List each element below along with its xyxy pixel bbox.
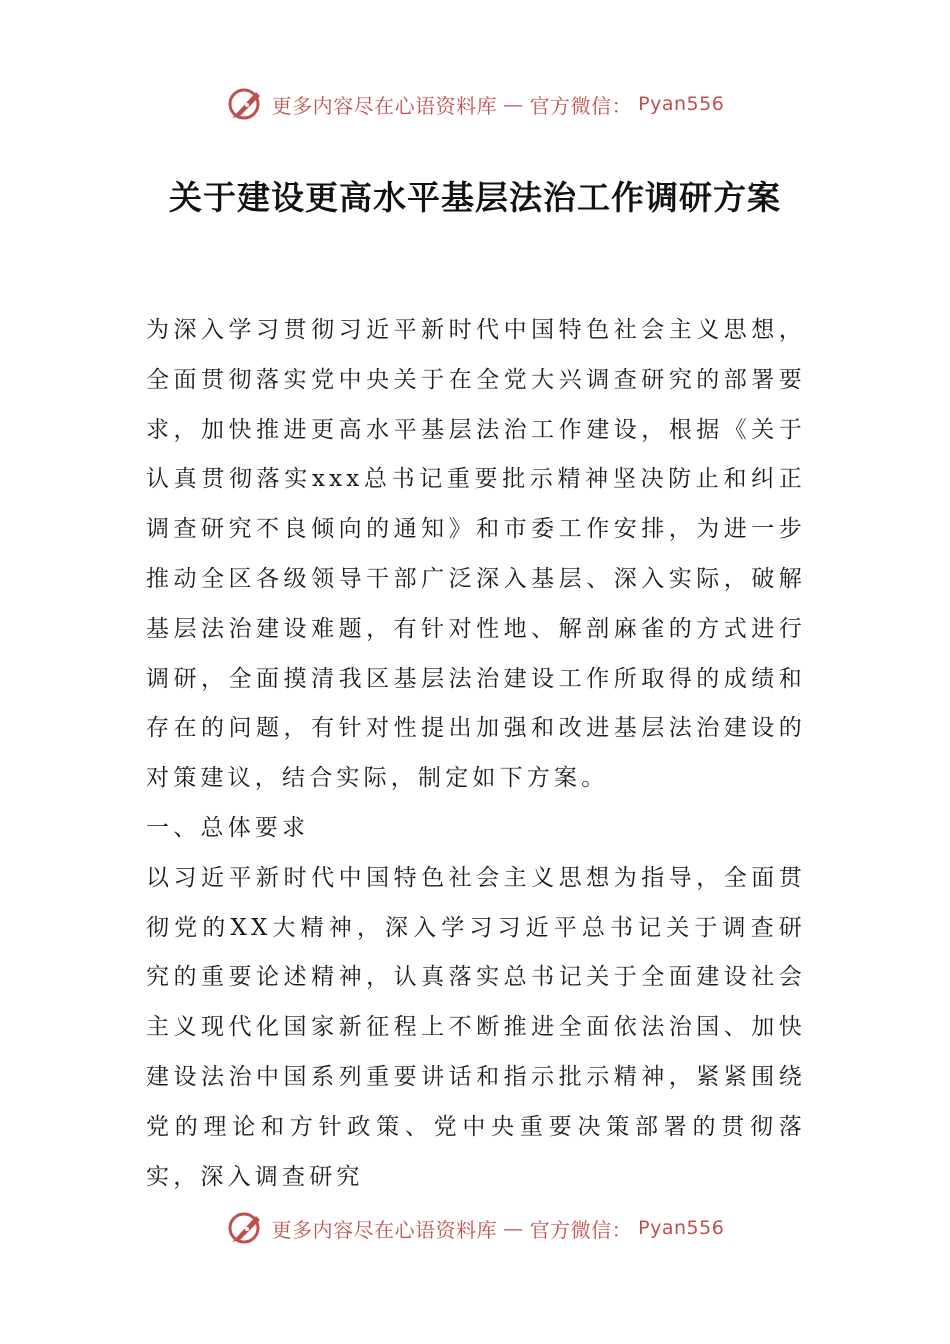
section-heading-general-requirements: 一、总体要求 <box>146 814 310 841</box>
banner-account: Pyan556 <box>638 1217 725 1239</box>
pen-nib-logo-icon <box>226 86 266 122</box>
pen-nib-logo-icon <box>226 1210 266 1246</box>
document-body <box>146 306 806 1202</box>
document-title: 关于建设更高水平基层法治工作调研方案 <box>169 178 781 217</box>
banner-label: 官方微信： <box>529 1217 633 1242</box>
banner-separator: — <box>503 1216 524 1240</box>
paragraph-intro: 为深入学习贯彻习近平新时代中国特色社会主义思想，全面贯彻落实党中央关于在全党大兴调查研究的部署要求，加快推进更高水平基层法治工作建设，根据《关于认真贯彻落实xxx总书记重要批示精神坚决防止和纠正调查研究不良倾向的通知》和市委工作安排，为进一步推动全区各级领导干部广泛深入基层、深入实际，破解基层法治建设难题，有针对性地、解剖麻雀的方式进行调研，全面摸清我区基层法治建设工作所取得的成绩和存在的问题，有针对性提出加强和改进基层法治建设的对策建议，结合实际，制定如下方案。 <box>146 317 806 792</box>
footer-banner <box>0 1208 950 1248</box>
banner-text: 更多内容尽在心语资料库 <box>271 1217 498 1242</box>
paragraph-general-requirements: 以习近平新时代中国特色社会主义思想为指导，全面贯彻党的XX大精神，深入学习习近平总书记关于调查研究的重要论述精神，认真落实总书记关于全面建设社会主义现代化国家新征程上不断推进全面依法治国、加快建设法治中国系列重要讲话和指示批示精神，紧紧围绕党的理论和方针政策、党中央重要决策部署的贯彻落实，深入调查研究 <box>146 864 806 1190</box>
banner-account: Pyan556 <box>638 93 725 115</box>
banner-text: 更多内容尽在心语资料库 <box>271 93 498 118</box>
banner-separator: — <box>503 92 524 116</box>
banner-label: 官方微信： <box>529 93 633 118</box>
header-banner <box>0 84 950 124</box>
